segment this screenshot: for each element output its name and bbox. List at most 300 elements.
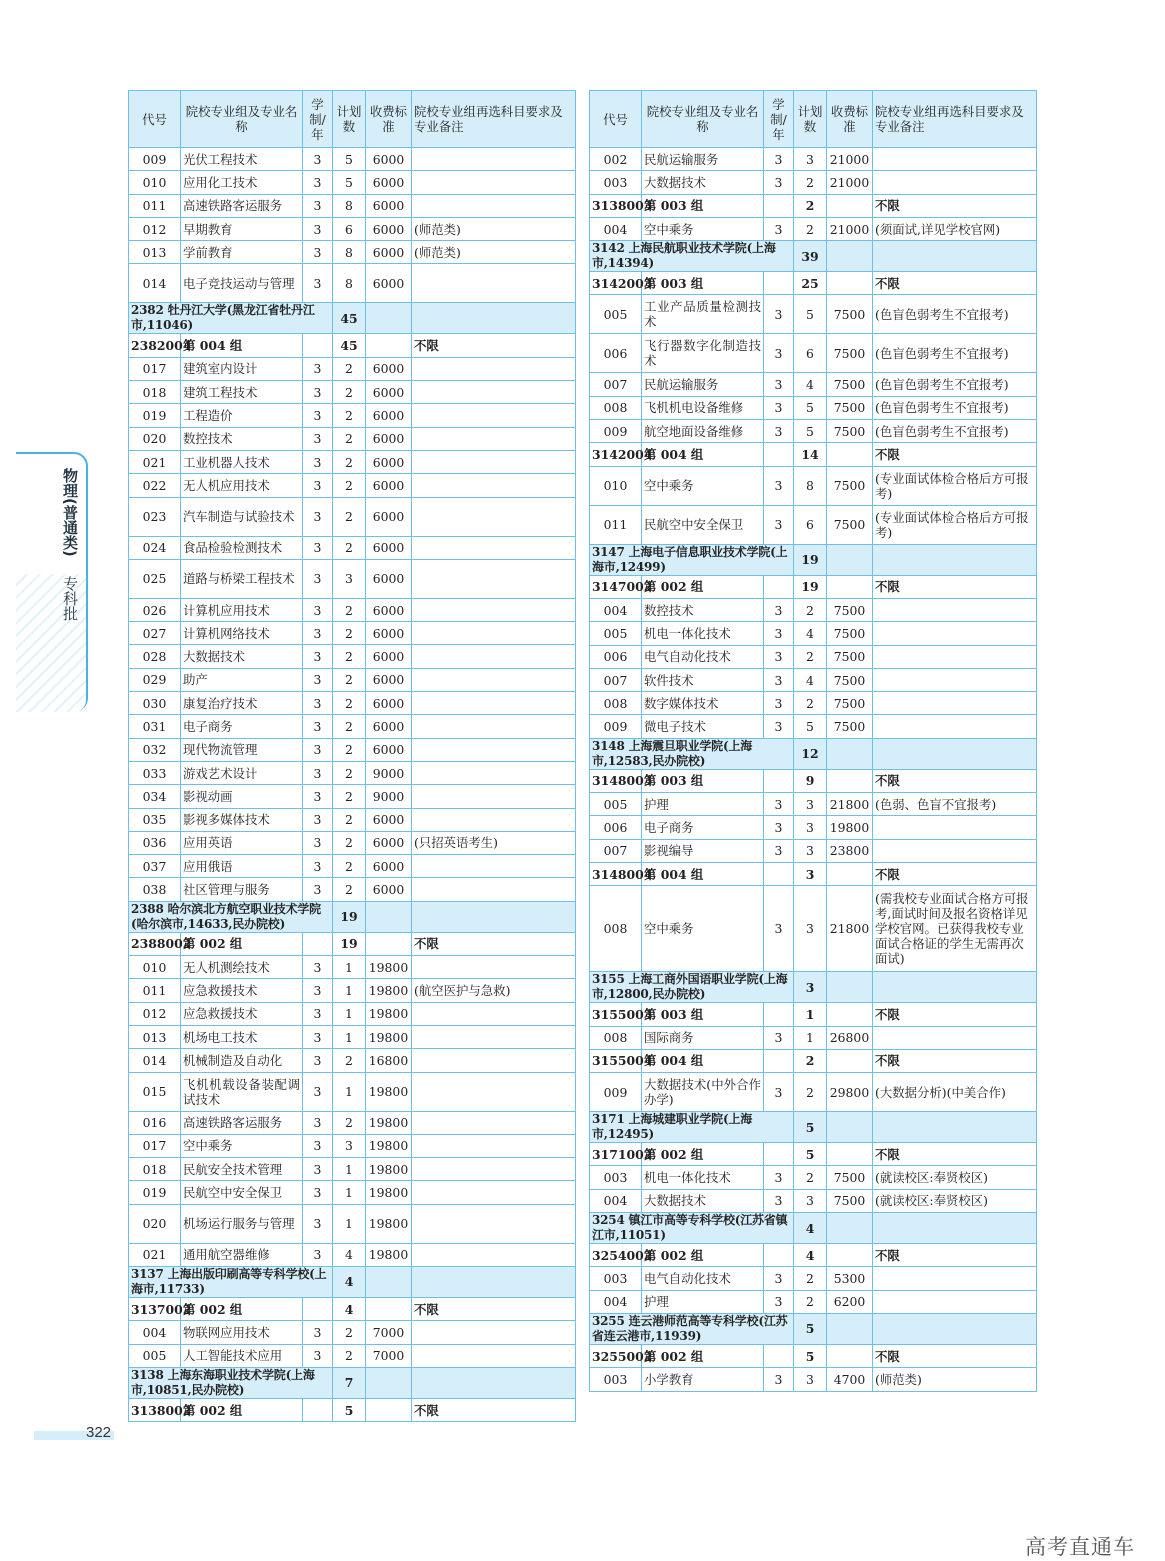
group-remark: 不限 [412,932,576,955]
major-length: 3 [303,474,333,497]
major-row [129,536,576,559]
major-code: 003 [590,1166,642,1189]
major-fee: 6000 [366,357,412,380]
empty-cell [873,241,1037,272]
major-name: 现代物流管理 [181,738,303,761]
major-length: 3 [303,1158,333,1181]
major-code: 014 [129,264,181,303]
major-code: 006 [590,334,642,373]
major-fee: 19800 [366,1002,412,1025]
major-remark: (色盲色弱考生不宜报考) [873,295,1037,334]
major-plan: 2 [333,622,366,645]
major-fee: 6000 [366,497,412,536]
major-fee: 7500 [827,373,873,396]
major-row [590,668,1037,691]
major-name: 机场电工技术 [181,1025,303,1048]
major-plan: 8 [333,264,366,303]
group-code: 3147002 [590,575,642,598]
major-row [129,171,576,194]
major-fee: 16800 [366,1049,412,1072]
header-name: 院校专业组及专业名称 [642,91,764,148]
major-remark [412,1344,576,1367]
major-row [129,264,576,303]
group-name: 第 002 组 [642,1143,764,1166]
major-name: 大数据技术 [642,1189,764,1212]
major-fee: 6000 [366,831,412,854]
school-row [590,738,1037,769]
major-name: 人工智能技术应用 [181,1344,303,1367]
group-row [590,1049,1037,1072]
major-fee: 9000 [366,785,412,808]
major-code: 024 [129,536,181,559]
group-name: 第 002 组 [642,1344,764,1367]
major-name: 应用英语 [181,831,303,854]
major-name: 建筑室内设计 [181,357,303,380]
major-plan: 2 [794,217,827,240]
major-row [129,785,576,808]
major-remark [412,559,576,598]
major-remark: (专业面试体检合格后方可报考) [873,505,1037,544]
major-name: 空中乘务 [642,886,764,972]
empty-cell [366,932,412,955]
school-row [590,241,1037,272]
major-name: 游戏艺术设计 [181,761,303,784]
group-name: 第 002 组 [181,1297,303,1320]
empty-cell [764,769,794,792]
major-name: 无人机测绘技术 [181,956,303,979]
table-body-right [590,148,1037,1392]
major-length: 3 [764,1267,794,1290]
group-row [590,1143,1037,1166]
major-row [129,497,576,536]
major-row [590,420,1037,443]
empty-cell [303,1398,333,1421]
major-fee: 6000 [366,217,412,240]
group-code: 3137002 [129,1297,181,1320]
major-length: 3 [303,1344,333,1367]
major-length: 3 [303,808,333,831]
major-fee: 6000 [366,381,412,404]
major-fee: 6000 [366,878,412,901]
major-fee: 9000 [366,761,412,784]
group-plan: 19 [794,575,827,598]
empty-cell [827,1244,873,1267]
major-code: 011 [129,194,181,217]
major-length: 3 [303,979,333,1002]
major-row [590,148,1037,171]
school-name: 3138 上海东海职业技术学院(上海市,10851,民办院校) [129,1367,333,1398]
major-code: 017 [129,1134,181,1157]
empty-cell [873,738,1037,769]
major-code: 023 [129,497,181,536]
major-fee: 7500 [827,1189,873,1212]
major-plan: 2 [333,808,366,831]
school-name: 2382 牡丹江大学(黑龙江省牡丹江市,11046) [129,303,333,334]
major-code: 018 [129,1158,181,1181]
major-remark: (须面试,详见学校官网) [873,217,1037,240]
school-plan: 7 [333,1367,366,1398]
major-remark [412,450,576,473]
major-name: 工程造价 [181,404,303,427]
group-plan: 3 [794,862,827,885]
major-name: 电气自动化技术 [642,1267,764,1290]
major-name: 大数据技术(中外合作办学) [642,1073,764,1112]
major-length: 3 [764,171,794,194]
major-length: 3 [764,148,794,171]
group-row [129,334,576,357]
major-plan: 3 [794,886,827,972]
group-remark: 不限 [873,443,1037,466]
major-remark [412,1049,576,1072]
major-row [129,761,576,784]
major-code: 021 [129,1243,181,1266]
major-plan: 2 [794,645,827,668]
empty-cell [827,972,873,1003]
side-tab-batch: 专科批 [61,576,79,621]
group-row [129,1297,576,1320]
school-plan: 45 [333,303,366,334]
major-code: 033 [129,761,181,784]
empty-cell [827,1112,873,1143]
major-fee: 7500 [827,396,873,419]
major-remark: (色盲色弱考生不宜报考) [873,334,1037,373]
major-code: 007 [590,373,642,396]
major-plan: 2 [333,878,366,901]
group-row [590,1003,1037,1026]
major-name: 民航空中安全保卫 [642,505,764,544]
major-row [129,1204,576,1243]
major-row [590,217,1037,240]
empty-cell [827,443,873,466]
empty-cell [827,241,873,272]
major-plan: 2 [333,1321,366,1344]
major-plan: 1 [333,1002,366,1025]
page-number: 322 [86,1424,112,1441]
major-row [129,1025,576,1048]
major-length: 3 [303,1181,333,1204]
major-remark [412,1002,576,1025]
major-name: 电子商务 [181,715,303,738]
group-row [590,1244,1037,1267]
major-fee: 19800 [366,1181,412,1204]
group-plan: 5 [794,1143,827,1166]
group-row [590,575,1037,598]
major-row [590,334,1037,373]
major-code: 006 [590,645,642,668]
major-code: 008 [590,692,642,715]
major-plan: 4 [794,373,827,396]
major-name: 民航运输服务 [642,373,764,396]
school-plan: 5 [794,1313,827,1344]
major-code: 029 [129,668,181,691]
group-remark: 不限 [873,1244,1037,1267]
major-name: 高速铁路客运服务 [181,1111,303,1134]
major-length: 3 [764,622,794,645]
major-remark [412,1181,576,1204]
major-length: 3 [764,217,794,240]
major-length: 3 [303,622,333,645]
header-fee: 收费标准 [827,91,873,148]
group-name: 第 003 组 [642,1003,764,1026]
major-fee: 6000 [366,194,412,217]
major-plan: 8 [333,194,366,217]
major-row [590,373,1037,396]
major-plan: 2 [333,645,366,668]
major-length: 3 [764,1290,794,1313]
group-remark: 不限 [873,575,1037,598]
major-fee: 21800 [827,793,873,816]
major-plan: 1 [333,1072,366,1111]
major-row [590,466,1037,505]
major-plan: 2 [333,855,366,878]
major-row [129,878,576,901]
empty-cell [366,1297,412,1320]
major-name: 学前教育 [181,241,303,264]
major-plan: 2 [333,598,366,621]
empty-cell [827,544,873,575]
group-plan: 14 [794,443,827,466]
major-plan: 2 [333,357,366,380]
major-length: 3 [764,1368,794,1391]
major-row [590,692,1037,715]
major-row [590,886,1037,972]
major-fee: 7500 [827,1166,873,1189]
group-name: 第 002 组 [181,1398,303,1421]
major-remark: (就读校区:奉贤校区) [873,1189,1037,1212]
major-plan: 2 [333,404,366,427]
major-length: 3 [303,761,333,784]
major-row [129,559,576,598]
major-row [129,1181,576,1204]
major-remark [412,692,576,715]
major-length: 3 [764,295,794,334]
major-plan: 2 [794,1290,827,1313]
major-code: 007 [590,839,642,862]
major-plan: 3 [333,559,366,598]
group-remark: 不限 [873,1344,1037,1367]
major-fee: 6000 [366,241,412,264]
major-remark [412,148,576,171]
major-code: 031 [129,715,181,738]
major-fee: 7500 [827,505,873,544]
major-code: 004 [590,1290,642,1313]
group-remark: 不限 [873,194,1037,217]
major-code: 009 [590,715,642,738]
school-plan: 5 [794,1112,827,1143]
major-length: 3 [303,148,333,171]
major-remark: (师范类) [412,241,576,264]
major-length: 3 [764,598,794,621]
major-fee: 21800 [827,886,873,972]
major-remark [412,785,576,808]
major-name: 汽车制造与试验技术 [181,497,303,536]
major-name: 影视动画 [181,785,303,808]
major-fee: 19800 [366,956,412,979]
major-row [590,295,1037,334]
major-length: 3 [303,1204,333,1243]
major-length: 3 [764,793,794,816]
major-code: 013 [129,1025,181,1048]
major-code: 005 [590,793,642,816]
school-plan: 12 [794,738,827,769]
major-row [129,831,576,854]
school-name: 3155 上海工商外国语职业学院(上海市,12800,民办院校) [590,972,794,1003]
major-plan: 3 [794,816,827,839]
major-row [590,1166,1037,1189]
major-code: 005 [129,1344,181,1367]
empty-cell [764,194,794,217]
major-remark [412,715,576,738]
empty-cell [827,194,873,217]
major-row [129,450,576,473]
major-fee: 7500 [827,692,873,715]
side-tab-category: 物理(普通类) [61,468,79,557]
major-code: 034 [129,785,181,808]
major-plan: 2 [333,1111,366,1134]
major-code: 004 [129,1321,181,1344]
major-row [129,1049,576,1072]
group-row [590,769,1037,792]
major-row [129,241,576,264]
major-remark: (色盲色弱考生不宜报考) [873,373,1037,396]
major-name: 应急救援技术 [181,979,303,1002]
major-name: 康复治疗技术 [181,692,303,715]
major-length: 3 [303,404,333,427]
major-code: 005 [590,622,642,645]
empty-cell [412,303,576,334]
major-name: 民航安全技术管理 [181,1158,303,1181]
major-row [590,171,1037,194]
major-code: 026 [129,598,181,621]
major-length: 3 [764,816,794,839]
major-name: 无人机应用技术 [181,474,303,497]
major-row [129,1072,576,1111]
major-length: 3 [303,217,333,240]
major-name: 民航空中安全保卫 [181,1181,303,1204]
major-fee: 19800 [366,1243,412,1266]
major-name: 大数据技术 [642,171,764,194]
empty-cell [873,544,1037,575]
major-length: 3 [303,427,333,450]
school-row [129,303,576,334]
major-fee: 5300 [827,1267,873,1290]
group-code: 2382004 [129,334,181,357]
group-name: 第 004 组 [642,1049,764,1072]
major-remark [412,381,576,404]
major-remark [412,1243,576,1266]
group-row [590,194,1037,217]
empty-cell [764,1049,794,1072]
section-side-tab [16,452,88,712]
group-plan: 9 [794,769,827,792]
school-row [590,1313,1037,1344]
group-plan: 2 [794,194,827,217]
major-code: 018 [129,381,181,404]
empty-cell [366,1367,412,1398]
group-code: 3138003 [590,194,642,217]
major-length: 3 [303,241,333,264]
group-remark: 不限 [873,862,1037,885]
major-name: 大数据技术 [181,645,303,668]
group-row [129,932,576,955]
major-code: 021 [129,450,181,473]
major-length: 3 [303,598,333,621]
empty-cell [827,1143,873,1166]
major-name: 早期教育 [181,217,303,240]
empty-cell [764,862,794,885]
major-plan: 2 [333,831,366,854]
major-row [129,855,576,878]
empty-cell [366,334,412,357]
major-code: 030 [129,692,181,715]
empty-cell [366,1266,412,1297]
major-name: 机场运行服务与管理 [181,1204,303,1243]
major-fee: 19800 [366,979,412,1002]
major-remark [412,855,576,878]
major-fee: 6000 [366,264,412,303]
group-name: 第 003 组 [642,769,764,792]
major-remark [412,194,576,217]
group-plan: 2 [794,1049,827,1072]
major-name: 食品检验检测技术 [181,536,303,559]
major-fee: 6000 [366,474,412,497]
major-length: 3 [764,692,794,715]
school-name: 3254 镇江市高等专科学校(江苏省镇江市,11051) [590,1213,794,1244]
major-length: 3 [303,1049,333,1072]
group-plan: 5 [333,1398,366,1421]
header-fee: 收费标准 [366,91,412,148]
major-plan: 8 [794,466,827,505]
empty-cell [764,443,794,466]
major-name: 计算机应用技术 [181,598,303,621]
major-length: 3 [764,645,794,668]
major-row [129,808,576,831]
group-plan: 4 [333,1297,366,1320]
school-plan: 4 [333,1266,366,1297]
school-plan: 4 [794,1213,827,1244]
empty-cell [303,932,333,955]
major-code: 010 [590,466,642,505]
table-header-row [590,91,1037,148]
major-code: 004 [590,1189,642,1212]
major-length: 3 [303,668,333,691]
major-row [129,668,576,691]
major-fee: 6000 [366,808,412,831]
major-plan: 2 [333,692,366,715]
major-remark: (色盲色弱考生不宜报考) [873,396,1037,419]
major-remark [412,878,576,901]
school-row [590,1112,1037,1143]
major-code: 012 [129,217,181,240]
major-fee: 7000 [366,1321,412,1344]
major-plan: 1 [333,979,366,1002]
empty-cell [827,1003,873,1026]
major-row [129,738,576,761]
empty-cell [412,901,576,932]
major-row [129,692,576,715]
major-code: 014 [129,1049,181,1072]
major-code: 010 [129,171,181,194]
major-length: 3 [303,1025,333,1048]
major-name: 微电子技术 [642,715,764,738]
major-name: 数控技术 [181,427,303,450]
major-code: 036 [129,831,181,854]
major-name: 社区管理与服务 [181,878,303,901]
school-name: 3142 上海民航职业技术学院(上海市,14394) [590,241,794,272]
group-code: 3255002 [590,1344,642,1367]
major-length: 3 [303,194,333,217]
major-code: 037 [129,855,181,878]
